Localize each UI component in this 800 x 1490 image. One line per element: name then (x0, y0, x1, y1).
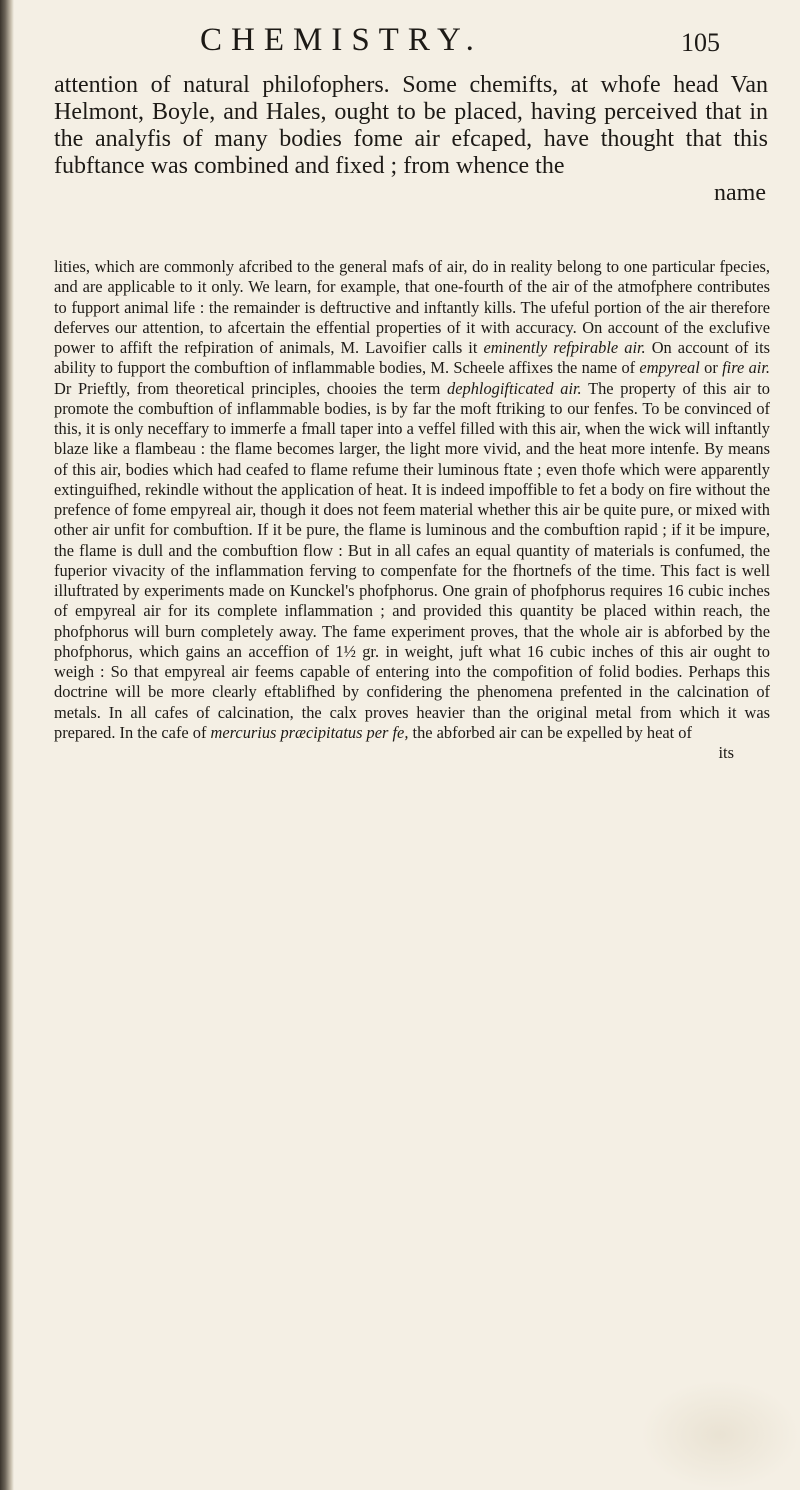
footnote-block (54, 257, 770, 763)
page-number: 105 (681, 28, 720, 57)
footnote-term-empyreal: empyreal (639, 358, 700, 378)
footnote-paragraph (54, 257, 770, 743)
footnote-text-6: the abforbed air can be expelled by heat of (408, 722, 692, 742)
page-header (200, 22, 720, 66)
page-binding-shadow (0, 0, 14, 1490)
footnote-text-1: lities, which are commonly afcribed to the general mafs of air, do in reality belong to one particular fpecies, and are applicable to it only. We learn, for example, that one-fourth of the air of the atmofphere contributes to fupport animal life : the remainder is deftructive and inftantly kills. The ufeful portion of the air therefore deferves our attention, to afcertain the effential properties of it with accuracy. On account of the exclufive power to affift the refpiration of animals, M. Lavoifier calls it (54, 257, 770, 357)
main-text-block (54, 72, 768, 207)
footnote-term-dephlogisticated-air: dephlogifticated air. (447, 378, 582, 398)
main-catchword: name (714, 179, 766, 206)
footnote-text-5: The property of this air to promote the combuftion of inflammable bodies, is by far the moft ftriking to our fenfes. To be convinced of this, it is only neceffary to immerfe a fmall taper into a veffel filled with this air, when the wick will inftantly blaze like a flambeau : the flame becomes larger, the light more vivid, and the heat more intenfe. By means of this air, bodies which had ceafed to flame refume their luminous ftate ; even thofe which were apparently extinguifhed, rekindle without the application of heat. It is indeed impoffible to fet a body on fire without the prefence of fome empyreal air, though it does not feem material whether this air be quite pure, or mixed with other air unfit for combuftion. If it be pure, the flame is luminous and the combuftion rapid ; if it be impure, the flame is dull and the combuftion flow : But in all cafes an equal quantity of materials is confumed, the fuperior vivacity of the inflammation ferving to compenfate for the fhortnefs of the time. This fact is well illuftrated by experiments made on Kunckel's phofphorus. One grain of phofphorus requires 16 cubic inches of empyreal air for its complete inflammation ; and provided this quantity be placed within reach, the phofphorus will burn completely away. The fame experiment proves, that the whole air is abforbed by the phofphorus, which gains an acceffion of 1½ gr. in weight, juft what 16 cubic inches of this air ought to weigh : So that empyreal air feems capable of entering into the compofition of folid bodies. Perhaps this doctrine will be more clearly eftablifhed by confidering the phenomena prefented in the calcination of metals. In all cafes of calcination, the calx proves heavier than the original metal from which it was prepared. In the cafe of (54, 378, 770, 742)
running-title: CHEMISTRY. (200, 22, 483, 58)
footnote-catchword: its (718, 743, 734, 762)
paper-stain (640, 1380, 800, 1490)
footnote-text-3: or (699, 358, 723, 378)
footnote-term-fire-air: fire air. (722, 358, 770, 378)
main-paragraph: attention of natural philofophers. Some chemifts, at whofe head Van Helmont, Boyle, and Hales, ought to be placed, having perceived that in the analyfis of many bodies fome air efcaped, have thought that this fubftance was combined and fixed ; from whence the (54, 72, 768, 179)
footnote-term-mercurius: mercurius præcipitatus per fe, (210, 722, 409, 742)
footnote-text-2: On account of its ability to fupport the combuftion of inflammable bodies, M. Scheele affixes the name of (54, 338, 771, 378)
footnote-text-4: Dr Prieftly, from theoretical principles, chooies the term (54, 378, 448, 398)
footnote-term-respirable-air: eminently refpirable air. (483, 338, 646, 357)
